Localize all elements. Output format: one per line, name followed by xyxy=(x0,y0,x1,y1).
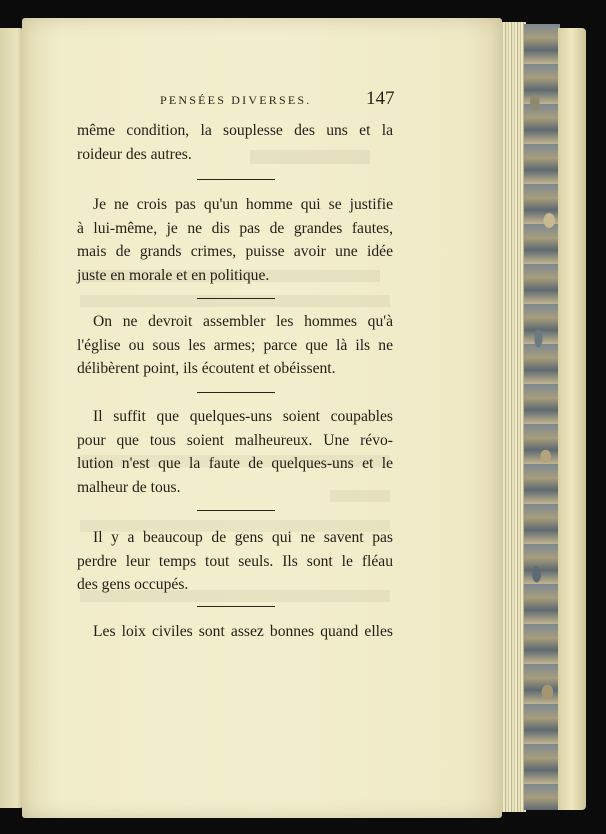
paragraph xyxy=(77,526,393,597)
section-divider xyxy=(197,298,275,299)
paragraph xyxy=(77,310,393,381)
text-line: délibèrent point, ils écoutent et obéissent. xyxy=(77,360,336,377)
text-line: juste en morale et en politique. xyxy=(77,266,270,284)
text-line: Il y a beaucoup de gens qui ne savent pas xyxy=(93,529,393,546)
section-divider xyxy=(197,392,275,393)
paragraph xyxy=(77,620,393,644)
section-divider xyxy=(197,606,275,607)
text-line: mais de grands crimes, puisse avoir une idée xyxy=(77,243,393,260)
marbled-endpaper xyxy=(524,24,560,810)
text-line: roideur des autres. xyxy=(77,145,192,163)
page-number: 147 xyxy=(366,88,395,109)
section-divider xyxy=(197,179,275,180)
text-line: même condition, la souplesse des uns et la xyxy=(77,122,393,139)
text-line: à lui-même, je ne dis pas de grandes fautes, xyxy=(77,219,393,237)
text-line: lution n'est que la faute de quelques-uns et le xyxy=(77,455,393,472)
text-line: Je ne crois pas qu'un homme qui se justifie xyxy=(93,196,393,213)
text-line: On ne devroit assembler les hommes qu'à xyxy=(93,313,393,330)
section-divider xyxy=(197,510,275,511)
paragraph xyxy=(77,193,393,287)
paragraph xyxy=(77,405,393,499)
text-line: perdre leur temps tout seuls. Ils sont le fléau xyxy=(77,552,393,570)
running-title: PENSÉES DIVERSES. xyxy=(160,93,312,107)
text-line: des gens occupés. xyxy=(77,576,189,593)
text-line: Les loix civiles sont assez bonnes quand elles xyxy=(93,623,393,640)
show-through-mark xyxy=(80,295,390,307)
paragraph xyxy=(77,119,393,166)
facing-page-edge xyxy=(0,28,24,808)
text-line: malheur de tous. xyxy=(77,478,181,496)
text-line: Il suffit que quelques-uns soient coupables xyxy=(93,408,393,425)
text-line: pour que tous soient malheureux. Une révo- xyxy=(77,431,393,449)
text-line: l'église ou sous les armes; parce que là ils ne xyxy=(77,336,393,354)
book-cover-edge xyxy=(558,28,586,810)
